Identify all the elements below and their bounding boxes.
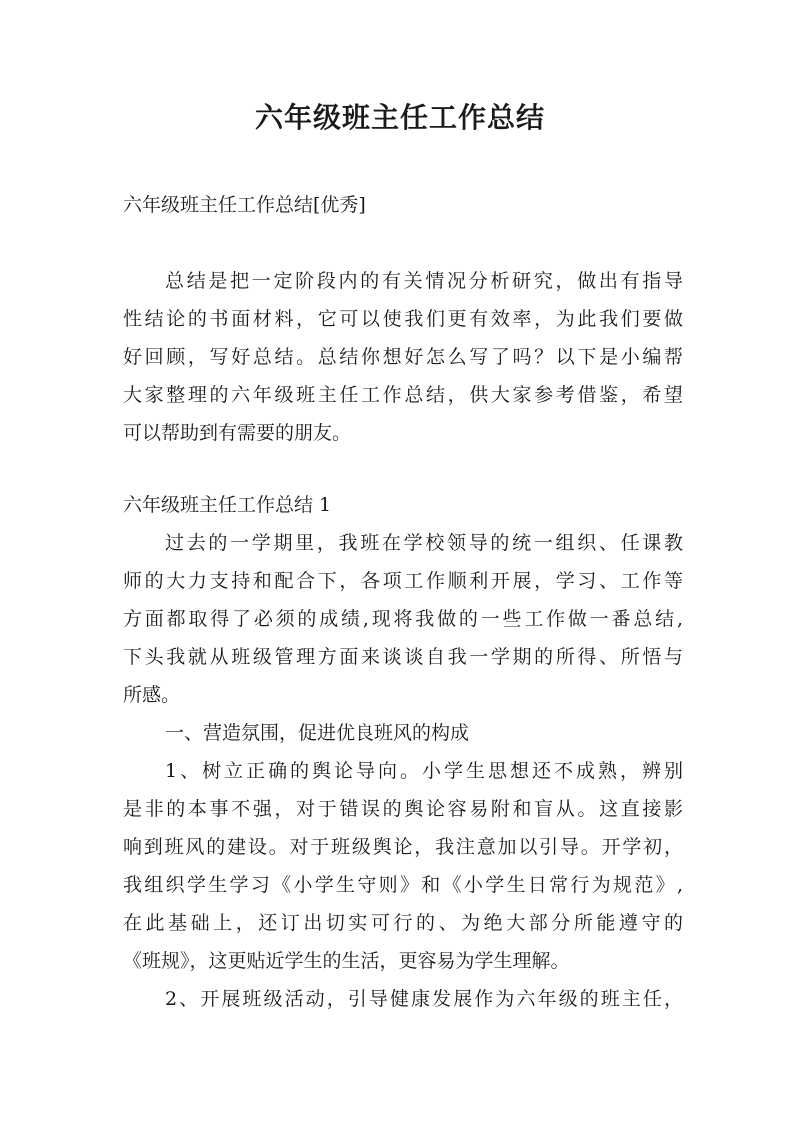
intro-line: 性结论的书面材料，它可以使我们更有效率，为此我们要做 xyxy=(123,308,683,330)
paragraph-1 xyxy=(123,524,683,714)
paragraph-2 xyxy=(123,752,683,980)
section-heading: 六年级班主任工作总结 1 xyxy=(123,494,332,516)
document-title: 六年级班主任工作总结 xyxy=(254,101,545,134)
intro-paragraph xyxy=(123,262,683,452)
paragraph-line: 是非的本事不强，对于错误的舆论容易附和盲从。这直接影 xyxy=(123,798,683,820)
point-heading: 一、营造氛围，促进优良班风的构成 xyxy=(165,722,470,744)
paragraph-line: 《班规》，这更贴近学生的生活，更容易为学生理解。 xyxy=(123,950,570,972)
intro-line: 好回顾，写好总结。总结你想好怎么写了吗？以下是小编帮 xyxy=(123,346,683,368)
paragraph-line: 响到班风的建设。对于班级舆论，我注意加以引导。开学初， xyxy=(123,836,683,858)
document-subtitle: 六年级班主任工作总结[优秀] xyxy=(123,194,366,216)
paragraph-line: 在此基础上，还订出切实可行的、为绝大部分所能遵守的 xyxy=(123,912,683,934)
paragraph-line: 所感。 xyxy=(123,684,181,706)
paragraph-line: 师的大力支持和配合下，各项工作顺利开展，学习、工作等 xyxy=(123,570,683,592)
paragraph-line: 2、开展班级活动，引导健康发展作为六年级的班主任， xyxy=(165,988,683,1010)
paragraph-line: 1、树立正确的舆论导向。小学生思想还不成熟，辨别 xyxy=(165,760,683,782)
paragraph-line: 方面都取得了必须的成绩,现将我做的一些工作做一番总结, xyxy=(123,608,683,630)
intro-line: 可以帮助到有需要的朋友。 xyxy=(123,422,352,444)
intro-line: 总结是把一定阶段内的有关情况分析研究，做出有指导 xyxy=(165,270,683,292)
paragraph-3 xyxy=(123,980,683,1018)
paragraph-line: 下头我就从班级管理方面来谈谈自我一学期的所得、所悟与 xyxy=(123,646,683,668)
paragraph-line: 我组织学生学习《小学生守则》和《小学生日常行为规范》, xyxy=(123,874,683,896)
paragraph-line: 过去的一学期里，我班在学校领导的统一组织、任课教 xyxy=(165,532,683,554)
intro-line: 大家整理的六年级班主任工作总结，供大家参考借鉴，希望 xyxy=(123,384,683,406)
